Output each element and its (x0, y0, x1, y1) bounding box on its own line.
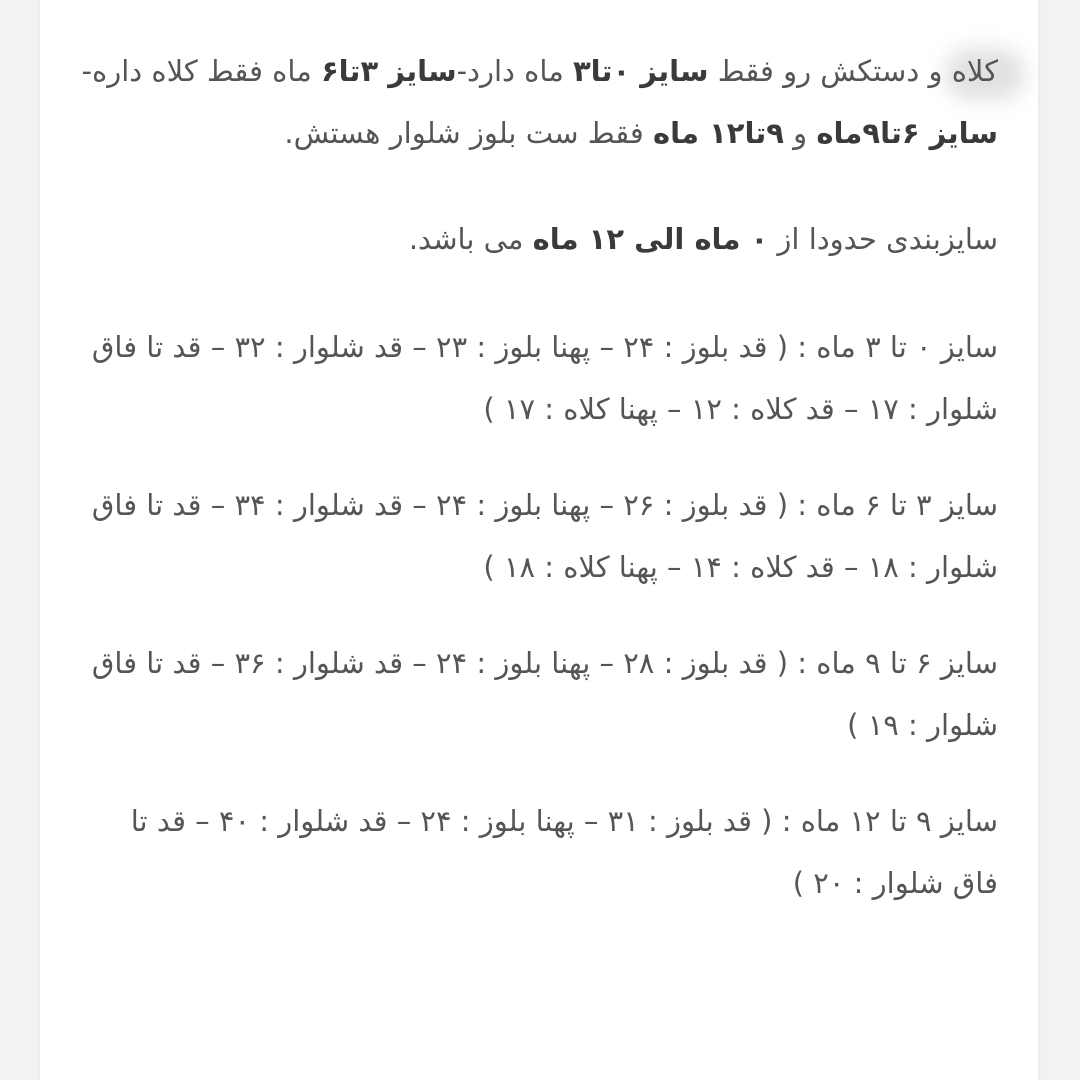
product-description (78, 40, 998, 948)
intro-text-5: فقط ست بلوز شلوار هستش. (284, 116, 653, 150)
range-text-2: می باشد. (408, 222, 533, 256)
intro-bold-4: ۹تا۱۲ ماه (653, 116, 784, 150)
intro-text-4: و (783, 116, 817, 150)
range-text-1: سایزبندی حدودا از (768, 222, 998, 256)
intro-text-3: ماه فقط کلاه داره- (81, 54, 321, 88)
range-bold: ۰ ماه الی ۱۲ ماه (532, 222, 769, 256)
size-spec-0-3: سایز ۰ تا ۳ ماه : ( قد بلوز : ۲۴ – پهنا بلوز : ۲۳ – قد شلوار : ۳۲ – قد تا فاق شلوار : ۱۷ – قد کلاه : ۱۲ – پهنا کلاه : ۱۷ ) (91, 330, 998, 426)
size-spec-3-6: سایز ۳ تا ۶ ماه : ( قد بلوز : ۲۶ – پهنا بلوز : ۲۴ – قد شلوار : ۳۴ – قد تا فاق شلوار : ۱۸ – قد کلاه : ۱۴ – پهنا کلاه : ۱۸ ) (91, 488, 998, 584)
intro-text-1: کلاه و دستکش رو فقط (708, 54, 998, 88)
size-spec-9-12: سایز ۹ تا ۱۲ ماه : ( قد بلوز : ۳۱ – پهنا بلوز : ۲۴ – قد شلوار : ۴۰ – قد تا فاق شلوار : ۲۰ ) (130, 804, 998, 900)
intro-text-2: ماه دارد- (456, 54, 573, 88)
intro-bold-2: سایز ۳تا۶ (320, 54, 457, 88)
availability-paragraph (78, 40, 998, 164)
size-spec-6-9: سایز ۶ تا ۹ ماه : ( قد بلوز : ۲۸ – پهنا بلوز : ۲۴ – قد شلوار : ۳۶ – قد تا فاق شلوار : ۱۹ ) (91, 646, 998, 742)
intro-bold-1: سایز ۰تا۳ (572, 54, 709, 88)
intro-bold-3: سایز ۶تا۹ماه (816, 116, 998, 150)
size-range-paragraph (78, 208, 998, 270)
document-page (40, 0, 1038, 1080)
